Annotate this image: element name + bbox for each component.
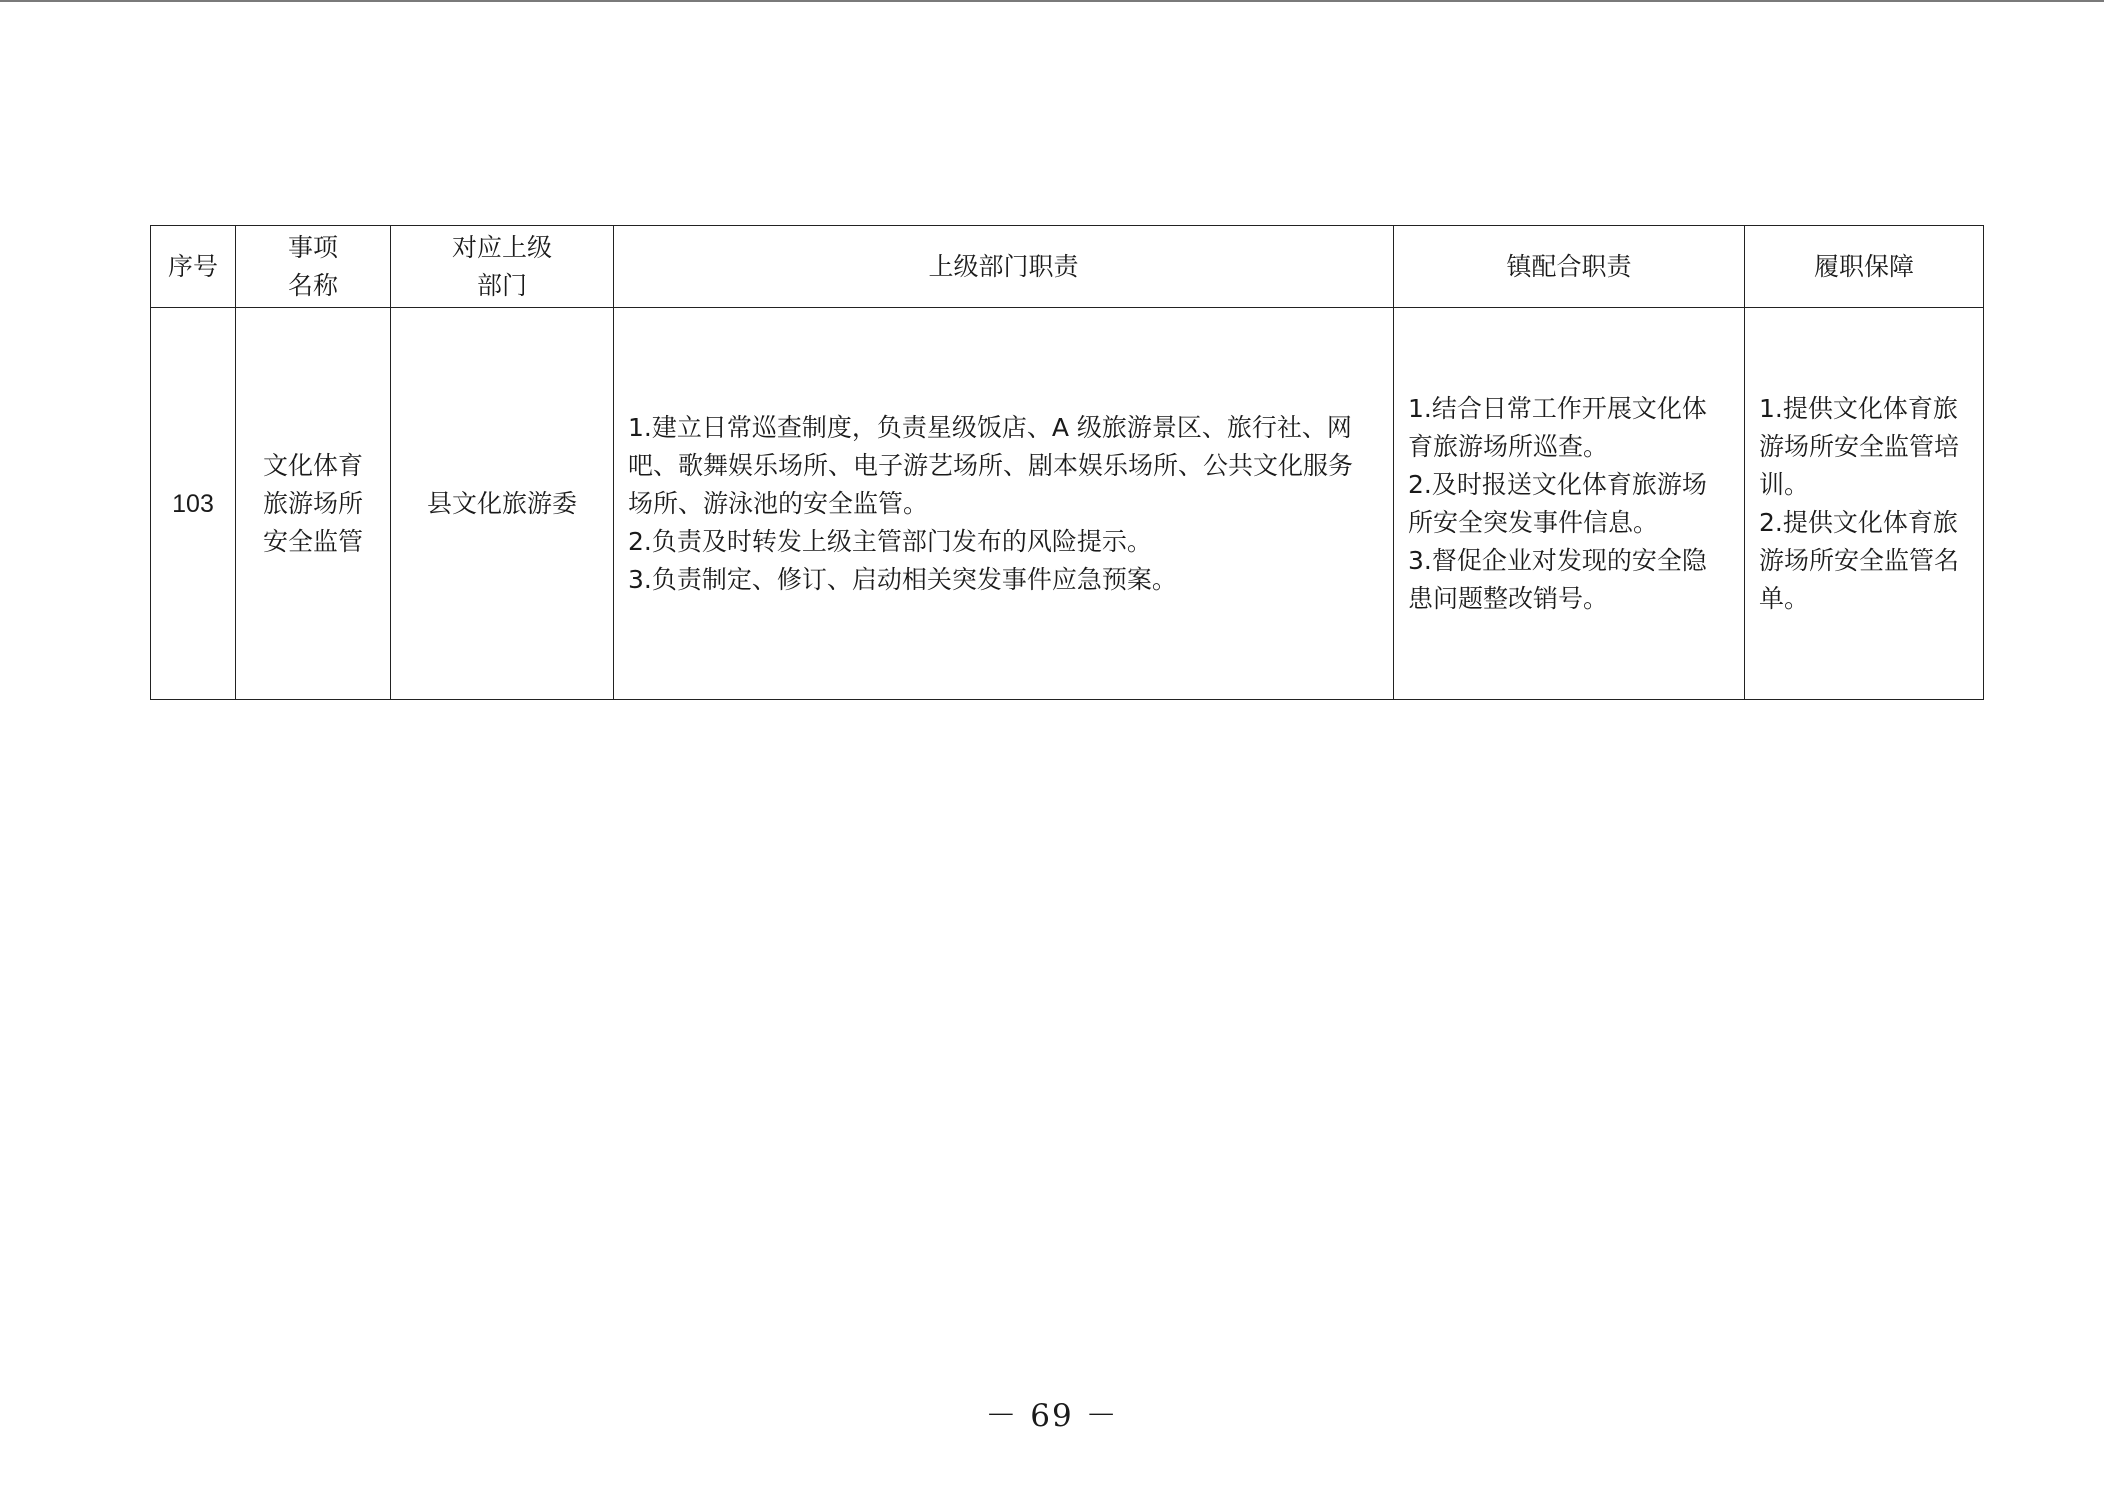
- cell-item-name: [236, 308, 391, 700]
- item-name-line: 安全监管: [262, 526, 363, 556]
- guarantee-line: 2.提供文化体育旅: [1759, 507, 1958, 537]
- town-duty-line: 1.结合日常工作开展文化体: [1408, 393, 1707, 423]
- cell-guarantee: [1745, 308, 1984, 700]
- item-name-line: 旅游场所: [262, 488, 363, 518]
- guarantee-line: 单。: [1759, 583, 1810, 613]
- cell-town-duty: [1394, 308, 1745, 700]
- item-name-line: 文化体育: [262, 450, 363, 480]
- cell-dept: 县文化旅游委: [391, 308, 614, 700]
- header-dept: [391, 226, 614, 308]
- duty-table: [150, 225, 1984, 700]
- header-seq: 序号: [151, 226, 236, 308]
- guarantee-line: 游场所安全监管名: [1759, 545, 1960, 575]
- header-upper-duty: 上级部门职责: [614, 226, 1394, 308]
- cell-upper-duty: [614, 308, 1394, 700]
- header-guarantee: 履职保障: [1745, 226, 1984, 308]
- top-border-line: [0, 0, 2104, 2]
- upper-duty-line: 吧、歌舞娱乐场所、电子游艺场所、剧本娱乐场所、公共文化服务: [628, 450, 1354, 480]
- header-town-duty: 镇配合职责: [1394, 226, 1745, 308]
- header-dept-line: 部门: [476, 270, 527, 300]
- page-number: － 69 －: [985, 1398, 1119, 1434]
- table-header-row: [151, 226, 1984, 308]
- header-item-name: [236, 226, 391, 308]
- upper-duty-line: 场所、游泳池的安全监管。: [628, 488, 929, 518]
- guarantee-line: 训。: [1759, 469, 1810, 499]
- town-duty-line: 患问题整改销号。: [1408, 583, 1609, 613]
- guarantee-line: 游场所安全监管培: [1759, 431, 1960, 461]
- header-item-name-line: 事项: [287, 232, 338, 262]
- header-item-name-line: 名称: [287, 270, 338, 300]
- town-duty-line: 3.督促企业对发现的安全隐: [1408, 545, 1707, 575]
- upper-duty-line: 3.负责制定、修订、启动相关突发事件应急预案。: [628, 564, 1177, 594]
- town-duty-line: 育旅游场所巡查。: [1408, 431, 1609, 461]
- upper-duty-line: 2.负责及时转发上级主管部门发布的风险提示。: [628, 526, 1152, 556]
- header-dept-line: 对应上级: [451, 232, 552, 262]
- town-duty-line: 2.及时报送文化体育旅游场: [1408, 469, 1707, 499]
- upper-duty-line: 1.建立日常巡查制度，负责星级饭店、A 级旅游景区、旅行社、网: [628, 412, 1352, 442]
- cell-seq: 103: [151, 308, 236, 700]
- guarantee-line: 1.提供文化体育旅: [1759, 393, 1958, 423]
- town-duty-line: 所安全突发事件信息。: [1408, 507, 1659, 537]
- table-row: [151, 308, 1984, 700]
